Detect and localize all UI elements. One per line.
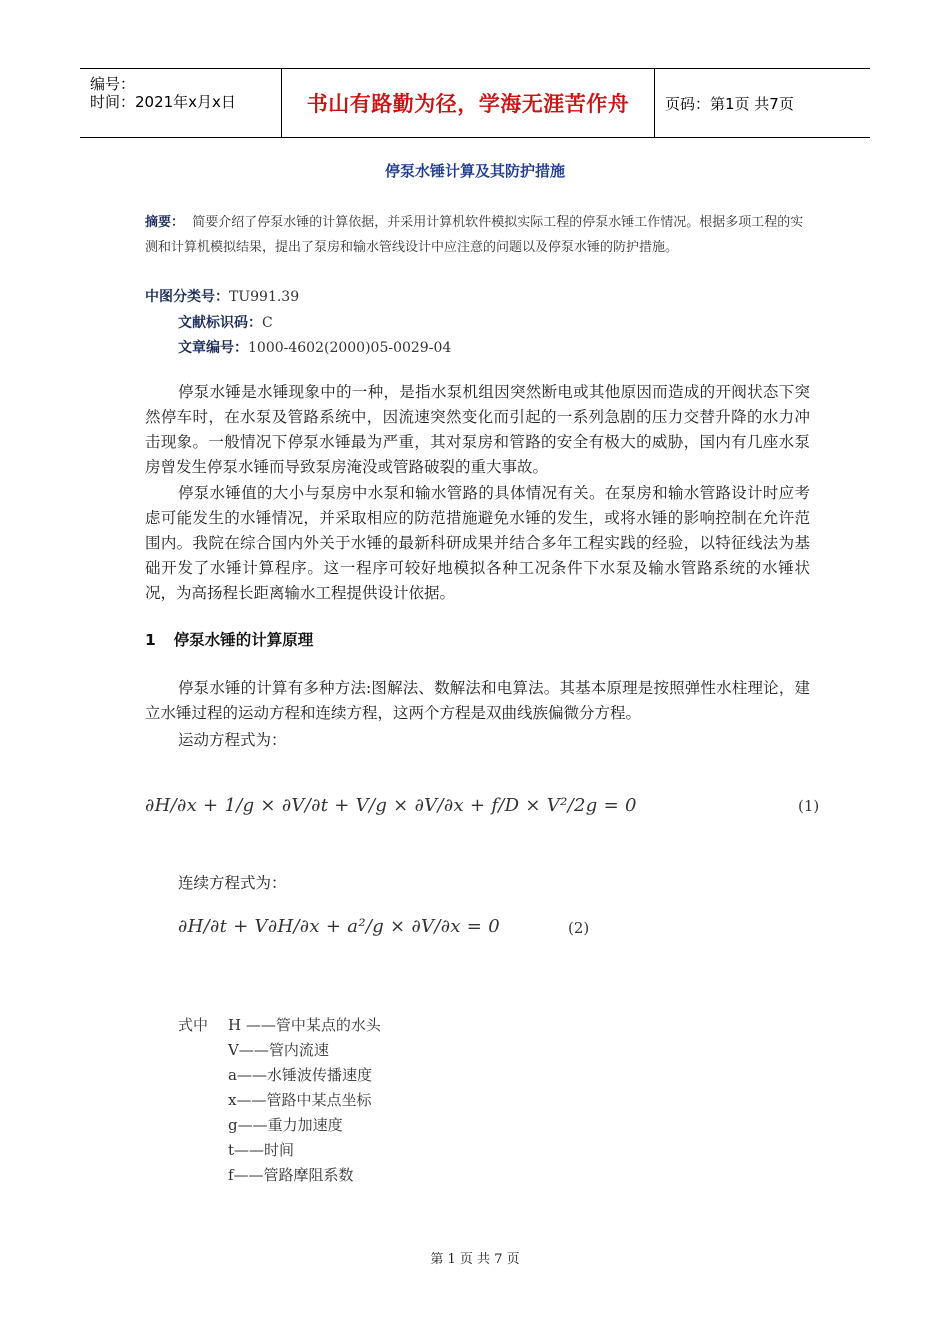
page-label: 页码：第1页 共7页: [665, 94, 794, 113]
time-label: 时间：2021年x月x日: [90, 93, 236, 111]
paragraph-section1: 停泵水锤的计算有多种方法:图解法、数解法和电算法。其基本原理是按照弹性水柱理论，建立水锤过程的运动方程和连续方程，这两个方程是双曲线族偏微分方程。: [145, 679, 810, 722]
symbol-row: [178, 1138, 381, 1163]
paragraph-intro-1: 停泵水锤是水锤现象中的一种，是指水泵机组因突然断电或其他原因而造成的开阀状态下突然停车时，在水泵及管路系统中，因流速突然变化而引起的一系列急剧的压力交替升降的水力冲击现象。一般情况下停泵水锤最为严重，其对泵房和管路的安全有极大的威胁，国内有几座水泵房曾发生停泵水锤而导致泵房淹没或管路破裂的重大事故。: [145, 383, 810, 476]
equation-2-number: (2): [568, 919, 590, 937]
doc-code-line: [178, 312, 273, 332]
article-no-line: [178, 337, 451, 357]
symbol-list: [178, 1013, 381, 1188]
doc-code-value: C: [262, 315, 273, 331]
abstract-text: 简要介绍了停泵水锤的计算依据，并采用计算机软件模拟实际工程的停泵水锤工作情况。根据多项工程的实测和计算机模拟结果，提出了泵房和输水管线设计中应注意的问题以及停泵水锤的防护措施。: [145, 215, 804, 255]
symbol-item: f——管路摩阻系数: [228, 1166, 354, 1184]
symbol-item: H ——管中某点的水头: [228, 1016, 381, 1034]
clc-label: 中图分类号：: [145, 289, 229, 305]
symbol-item: g——重力加速度: [228, 1116, 343, 1134]
equation-2: ∂H/∂t + V∂H/∂x + a²/g × ∂V/∂x = 0: [178, 916, 500, 937]
article-no-label: 文章编号：: [178, 340, 248, 356]
symbol-row: [178, 1063, 381, 1088]
clc-line: [145, 286, 299, 306]
page-footer: 第 1 页 共 7 页: [430, 1252, 520, 1267]
section-number: 1: [145, 631, 156, 649]
symbol-item: x——管路中某点坐标: [228, 1091, 372, 1109]
equation-1-number: (1): [798, 797, 820, 815]
article-no-value: 1000-4602(2000)05-0029-04: [248, 340, 452, 356]
symbol-row: [178, 1113, 381, 1138]
abstract-label: 摘要：: [145, 215, 185, 230]
document-title: 停泵水锤计算及其防护措施: [384, 162, 565, 180]
abstract: [145, 210, 810, 260]
paragraph-intro-2: 停泵水锤值的大小与泵房中水泵和输水管路的具体情况有关。在泵房和输水管路设计时应考虑可能发生的水锤情况，并采取相应的防范措施避免水锤的发生，或将水锤的影响控制在允许范围内。我院在综合国内外关于水锤的最新科研成果并结合多年工程实践的经验，以特征线法为基础开发了水锤计算程序。这一程序可较好地模拟各种工况条件下水泵及输水管路系统的水锤状况，为高扬程长距离输水工程提供设计依据。: [145, 484, 810, 602]
symbol-item: t——时间: [228, 1141, 295, 1159]
continuity-label: 连续方程式为：: [178, 874, 287, 892]
motion-label: 运动方程式为：: [178, 731, 287, 749]
equation-1: ∂H/∂x + 1/g × ∂V/∂t + V/g × ∂V/∂x + f/D × V²/2g = 0: [145, 795, 637, 816]
document-header: [80, 68, 870, 138]
symbol-item: V——管内流速: [228, 1041, 329, 1059]
header-motto-cell: [281, 69, 655, 137]
symbol-row: [178, 1038, 381, 1063]
symbol-row: [178, 1088, 381, 1113]
header-page-cell: [657, 69, 870, 137]
section-heading: [145, 628, 313, 650]
symbol-row: [178, 1013, 381, 1038]
number-label: 编号：: [90, 75, 136, 93]
symbol-item: a——水锤波传播速度: [228, 1066, 372, 1084]
motto-text: 书山有路勤为径，学海无涯苦作舟: [306, 92, 630, 116]
symbol-row: [178, 1163, 381, 1188]
section-title: 停泵水锤的计算原理: [173, 631, 314, 649]
doc-code-label: 文献标识码：: [178, 315, 262, 331]
header-info-cell: [80, 69, 280, 137]
clc-value: TU991.39: [229, 289, 300, 305]
symbol-prefix: 式中: [178, 1016, 209, 1034]
